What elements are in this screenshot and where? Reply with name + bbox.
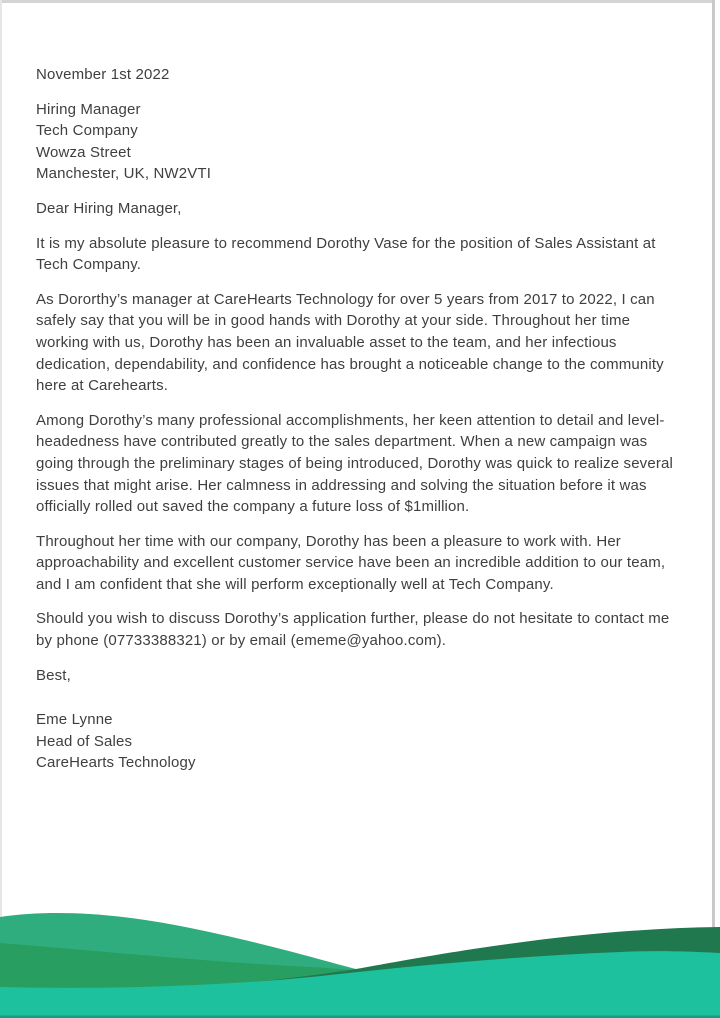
body-paragraph: Throughout her time with our company, Dorothy has been a pleasure to work with. Her approachability and excellent customer service have been an incredible addition to our team, and I am confident that she will perform exceptionally well at Tech Company.	[36, 532, 666, 593]
body-paragraph: It is my absolute pleasure to recommend Dorothy Vase for the position of Sales Assistant at Tech Company.	[36, 234, 656, 274]
footer-wave-decoration	[0, 888, 720, 1018]
footer-wave-svg	[0, 888, 720, 1018]
signature-name: Eme Lynne	[36, 711, 113, 729]
body-paragraph: Should you wish to discuss Dorothy’s application further, please do not hesitate to contact me by phone (07733388321) or by email (ememe@yahoo.com).	[36, 610, 670, 650]
recipient-line: Hiring Manager	[36, 100, 141, 118]
signature-title: Head of Sales	[36, 732, 133, 750]
closing: Best,	[36, 666, 71, 684]
signature-company: CareHearts Technology	[36, 754, 196, 772]
body-paragraph: As Dororthy’s manager at CareHearts Technology for over 5 years from 2017 to 2022, I can safely say that you will be in good hands with Dorothy at your side. Throughout her time working with us, Dorothy has been an invaluable asset to the team, and her infectious dedication, dependability, and confidence has brought a noticeable change to the community here at Carehearts.	[36, 290, 664, 395]
recipient-address	[36, 99, 682, 185]
body-paragraph: Among Dorothy’s many professional accomplishments, her keen attention to detail and level-headedness have contributed greatly to the sales department. When a new campaign was going through the preliminary stages of being introduced, Dorothy was quick to realize several issues that might arise. Her calmness in addressing and solving the situation before it was officially rolled out saved the company a future loss of $1million.	[36, 411, 673, 516]
recipient-line: Manchester, UK, NW2VTI	[36, 165, 212, 183]
recipient-line: Tech Company	[36, 122, 138, 140]
recipient-line: Wowza Street	[36, 143, 131, 161]
signature-block	[36, 709, 682, 774]
letter-date: November 1st 2022	[36, 66, 170, 83]
salutation: Dear Hiring Manager,	[36, 199, 182, 217]
